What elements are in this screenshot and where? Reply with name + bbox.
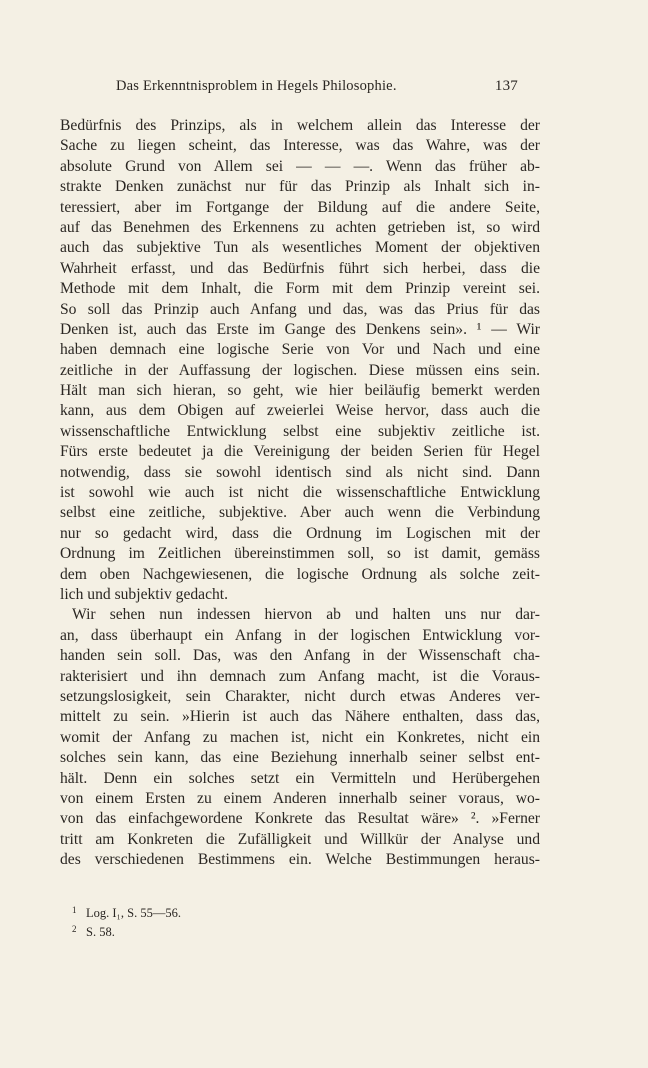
text-line: nur so gedacht wird, dass die Ordnung im Logischen mit der — [60, 524, 540, 542]
text-line: von einem Ersten zu einem Anderen innerhalb seiner voraus, wo- — [60, 789, 540, 807]
text-line: an, dass überhaupt ein Anfang in der logischen Entwicklung vor- — [60, 626, 540, 644]
text-line: notwendig, dass sie sowohl identisch sind als nicht sind. Dann — [60, 463, 540, 481]
text-line: mittelt zu sein. »Hierin ist auch das Nähere enthalten, dass das, — [60, 708, 540, 726]
footnote-text: S. 58. — [86, 925, 115, 939]
text-line: dem oben Nachgewiesenen, die logische Ordnung als solche zeit- — [60, 565, 540, 583]
text-line: lich und subjektiv gedacht. — [60, 585, 229, 603]
text-line: zeitliche in der Auffassung der logischen. Diese müssen eins sein. — [60, 361, 540, 379]
text-line: Fürs erste bedeutet ja die Vereinigung der beiden Serien für Hegel — [60, 443, 540, 461]
running-title: Das Erkenntnisproblem in Hegels Philosophie. — [116, 78, 397, 94]
text-line: Wahrheit erfasst, und das Bedürfnis führt sich herbei, dass die — [60, 259, 540, 277]
text-line: absolute Grund von Allem sei — — —. Wenn das früher ab- — [60, 157, 540, 175]
footnote — [72, 901, 372, 920]
running-head — [60, 78, 540, 98]
text-line: ist sowohl wie auch ist nicht die wissenschaftliche Entwicklung — [60, 484, 540, 502]
text-line: auch das subjektive Tun als wesentliches Moment der objektiven — [60, 239, 540, 257]
text-line: selbst eine zeitliche, subjektive. Aber auch wenn die Verbindung — [60, 504, 540, 522]
text-line: Bedürfnis des Prinzips, als in welchem allein das Interesse der — [60, 117, 540, 134]
text-line: womit der Anfang zu machen ist, nicht ein Konkretes, nicht ein — [60, 728, 540, 746]
body-text — [60, 116, 540, 870]
footnotes — [72, 901, 372, 939]
page-number: 137 — [494, 78, 518, 94]
text-line: handen sein soll. Das, was den Anfang in der Wissenschaft cha- — [60, 647, 540, 665]
text-line: So soll das Prinzip auch Anfang und das, was das Prius für das — [60, 300, 540, 318]
footnote-mark: 2 — [72, 924, 77, 934]
text-line: solches sein kann, das eine Beziehung innerhalb seiner selbst ent- — [60, 749, 540, 767]
text-line: Methode mit dem Inhalt, die Form mit dem Prinzip vereint sei. — [60, 280, 540, 298]
footnote — [72, 920, 372, 939]
text-line: auf das Benehmen des Erkennens zu achten getrieben ist, so wird — [60, 218, 540, 236]
text-line: haben demnach eine logische Serie von Vor und Nach und eine — [60, 341, 540, 359]
text-line: hält. Denn ein solches setzt ein Vermitteln und Herübergehen — [60, 769, 540, 787]
text-line: teressiert, aber im Fortgange der Bildung auf die andere Seite, — [60, 198, 540, 216]
text-line: rakterisiert und ihn demnach zum Anfang macht, ist die Voraus- — [60, 667, 540, 685]
text-line: kann, aus dem Obigen auf zweierlei Weise hervor, dass auch die — [60, 402, 540, 420]
text-line: Hält man sich hieran, so geht, wie hier beiläufig bemerkt werden — [60, 382, 540, 400]
text-line: Wir sehen nun indessen hiervon ab und halten uns nur dar- — [72, 606, 540, 624]
text-line: tritt am Konkreten die Zufälligkeit und Willkür der Analyse und — [60, 830, 540, 848]
text-line: Ordnung im Zeitlichen übereinstimmen soll, so ist damit, gemäss — [60, 545, 540, 563]
text-line: strakte Denken zunächst nur für das Prinzip als Inhalt sich in- — [60, 178, 540, 196]
footnote-mark: 1 — [72, 905, 77, 915]
text-line: des verschiedenen Bestimmens ein. Welche Bestimmungen heraus- — [60, 851, 540, 869]
footnote-text: Log. I₁, S. 55—56. — [86, 906, 181, 920]
text-line: Sache zu liegen scheint, das Interesse, was das Wahre, was der — [60, 137, 540, 155]
text-line: setzungslosigkeit, sein Charakter, nicht durch etwas Anderes ver- — [60, 687, 540, 705]
text-line: Denken ist, auch das Erste im Gange des Denkens sein». ¹ — Wir — [60, 320, 540, 338]
text-line: von das einfachgewordene Konkrete das Resultat wäre» ². »Ferner — [60, 810, 540, 828]
book-page — [60, 0, 540, 1068]
text-line: wissenschaftliche Entwicklung selbst eine subjektiv zeitliche ist. — [60, 422, 540, 440]
